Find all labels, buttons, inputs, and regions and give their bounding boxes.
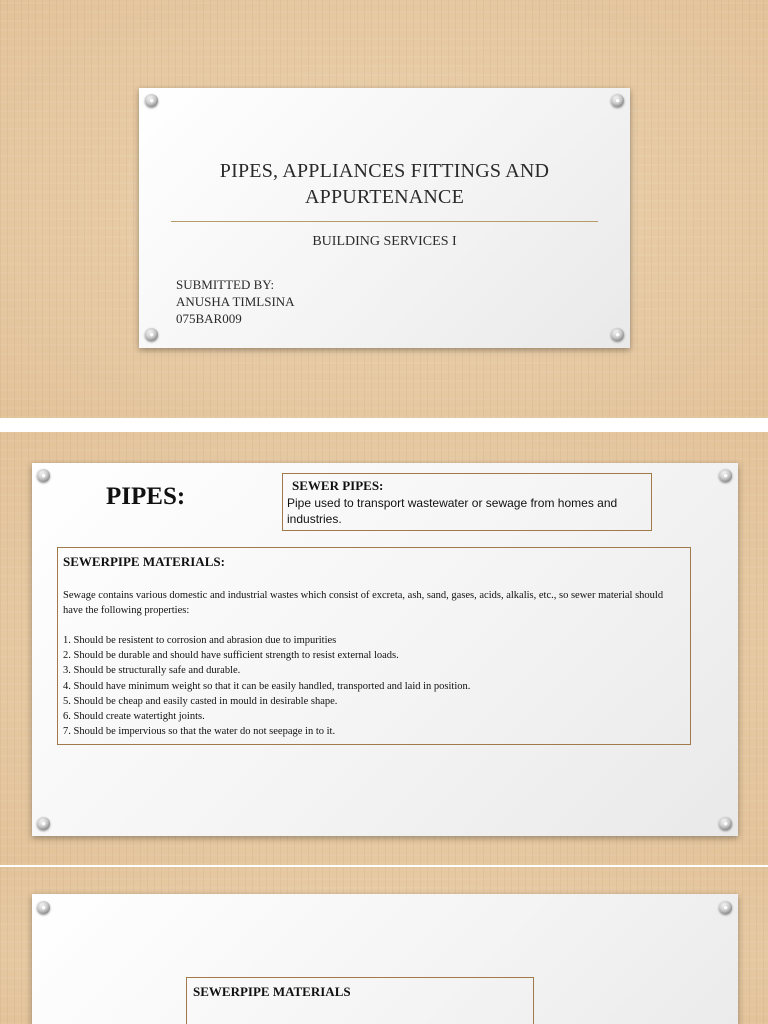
- pin-icon: [719, 817, 732, 830]
- list-item: 2. Should be durable and should have sufficient strength to resist external loads.: [63, 650, 399, 662]
- author-block: [176, 276, 295, 327]
- sewerpipe-materials-box: [186, 977, 534, 1024]
- slide-2: [0, 432, 768, 865]
- pin-icon: [719, 901, 732, 914]
- presentation-title: PIPES, APPLIANCES FITTINGS AND APPURTENANCE: [219, 160, 550, 208]
- pin-icon: [37, 901, 50, 914]
- list-item: 4. Should have minimum weight so that it can be easily handled, transported and laid in position.: [63, 680, 471, 692]
- slide-1: [0, 0, 768, 418]
- title-card: [139, 88, 630, 348]
- pin-icon: [611, 94, 624, 107]
- definition-title: SEWER PIPES:: [292, 478, 384, 493]
- slide-3: [0, 867, 768, 1024]
- list-item: 5. Should be cheap and easily casted in mould in desirable shape.: [63, 695, 338, 707]
- author-name: ANUSHA TIMLSINA: [176, 294, 295, 309]
- materials-title: SEWERPIPE MATERIALS:: [63, 554, 225, 569]
- presentation-subtitle: BUILDING SERVICES I: [312, 234, 457, 249]
- list-item: 7. Should be impervious so that the water do not seepage in to it.: [63, 726, 336, 738]
- content-card: [32, 894, 738, 1024]
- slide-separator: [0, 418, 768, 432]
- pin-icon: [37, 469, 50, 482]
- definition-text: Pipe used to transport wastewater or sewage from homes and industries.: [287, 496, 618, 526]
- roll-number: 075BAR009: [176, 311, 242, 326]
- pin-icon: [719, 469, 732, 482]
- section-heading: PIPES:: [106, 483, 186, 510]
- list-item: 1. Should be resistent to corrosion and abrasion due to impurities: [63, 635, 337, 646]
- list-item: 3. Should be structurally safe and durable.: [63, 665, 241, 677]
- submitted-by-label: SUBMITTED BY:: [176, 277, 275, 292]
- pin-icon: [145, 328, 158, 341]
- materials-title: SEWERPIPE MATERIALS: [193, 984, 351, 999]
- pin-icon: [37, 817, 50, 830]
- content-card: [32, 463, 738, 836]
- pin-icon: [611, 328, 624, 341]
- materials-body: [63, 588, 684, 739]
- sewerpipe-materials-box: [57, 547, 691, 745]
- properties-list: [63, 633, 684, 739]
- materials-intro: Sewage contains various domestic and industrial wastes which consist of excreta, ash, sand, gases, acids, alkalis, etc., so sewer material should have the following properties:: [63, 590, 664, 616]
- list-item: 6. Should create watertight joints.: [63, 711, 205, 723]
- title-divider: [171, 221, 598, 222]
- sewer-pipes-definition-box: [282, 473, 652, 531]
- pin-icon: [145, 94, 158, 107]
